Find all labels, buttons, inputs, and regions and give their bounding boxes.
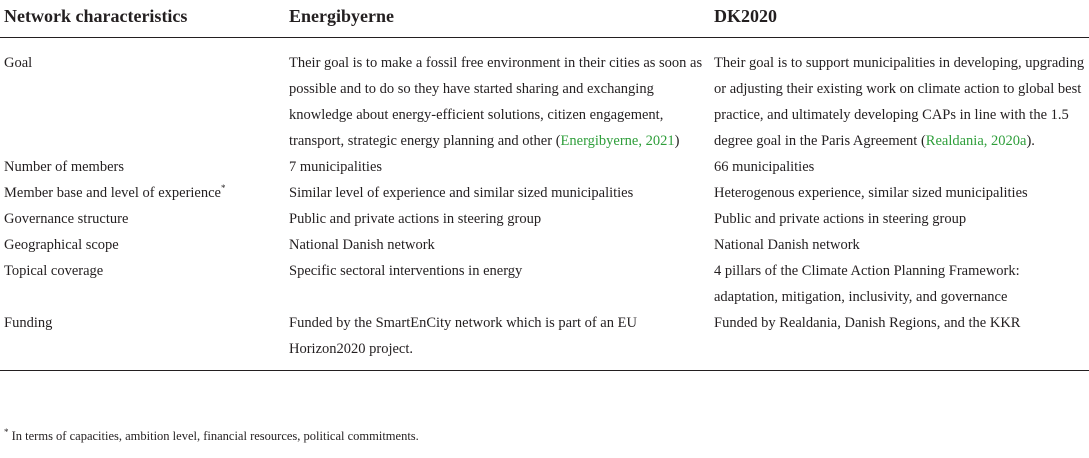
energibyerne-cell	[285, 38, 710, 155]
row-label	[0, 180, 285, 206]
dk2020-cell: 66 municipalities	[714, 159, 815, 175]
row-label: Goal	[4, 55, 33, 71]
header-network-characteristics: Network characteristics	[0, 0, 285, 38]
footnote-mark: *	[4, 426, 9, 437]
table-row	[0, 310, 1089, 371]
header-dk2020: DK2020	[710, 0, 1089, 38]
energibyerne-cell: 7 municipalities	[289, 159, 383, 175]
energibyerne-cell: Similar level of experience and similar sized municipalities	[289, 185, 634, 201]
row-label: Governance structure	[4, 211, 129, 227]
table-row	[0, 258, 1089, 310]
dk2020-cell: National Danish network	[714, 237, 860, 253]
row-label: Number of members	[4, 159, 124, 175]
dk2020-cell: Public and private actions in steering group	[714, 211, 967, 227]
row-label: Topical coverage	[4, 263, 104, 279]
row-label-text: Member base and level of experience	[4, 185, 221, 201]
dk2020-cell: Heterogenous experience, similar sized municipalities	[714, 185, 1028, 201]
table-header-row	[0, 0, 1089, 38]
footnote-text: In terms of capacities, ambition level, financial resources, political commitments.	[11, 429, 419, 443]
reference-link-realdania[interactable]: Realdania, 2020a	[925, 133, 1027, 149]
energibyerne-cell: Funded by the SmartEnCity network which is part of an EU Horizon2020 project.	[285, 310, 710, 371]
header-energibyerne: Energibyerne	[285, 0, 710, 38]
energibyerne-cell: Specific sectoral interventions in energy	[289, 263, 523, 279]
cell-text-tail: )	[674, 133, 680, 149]
reference-link-energibyerne[interactable]: Energibyerne, 2021	[560, 133, 675, 149]
dk2020-cell: 4 pillars of the Climate Action Planning Framework: adaptation, mitigation, inclusivity, and governance	[714, 263, 1020, 305]
energibyerne-cell: Public and private actions in steering group	[289, 211, 542, 227]
table-row	[0, 232, 1089, 258]
cell-text: Their goal is to support municipalities in developing, upgrading or adjusting their existing work on climate action to global best practice, and ultimately developing CAPs in line with the 1.5 degree goal in the Paris Agreement (	[714, 55, 1085, 149]
dk2020-cell	[710, 38, 1089, 155]
cell-text: Their goal is to make a fossil free environment in their cities as soon as possible and to do so they have started sharing and exchanging knowledge about energy-efficient solutions, citizen engagement, transport, strategic energy planning and other (	[289, 55, 703, 149]
dk2020-cell: Funded by Realdania, Danish Regions, and the KKR	[710, 310, 1089, 371]
table-row	[0, 180, 1089, 206]
row-label: Funding	[0, 310, 285, 371]
energibyerne-cell: National Danish network	[289, 237, 435, 253]
table-row	[0, 154, 1089, 180]
cell-text-tail: ).	[1026, 133, 1035, 149]
footnote-mark: *	[221, 183, 226, 194]
row-label: Geographical scope	[4, 237, 119, 253]
table-row	[0, 206, 1089, 232]
table-footnote	[4, 427, 419, 445]
table-row	[0, 38, 1089, 155]
